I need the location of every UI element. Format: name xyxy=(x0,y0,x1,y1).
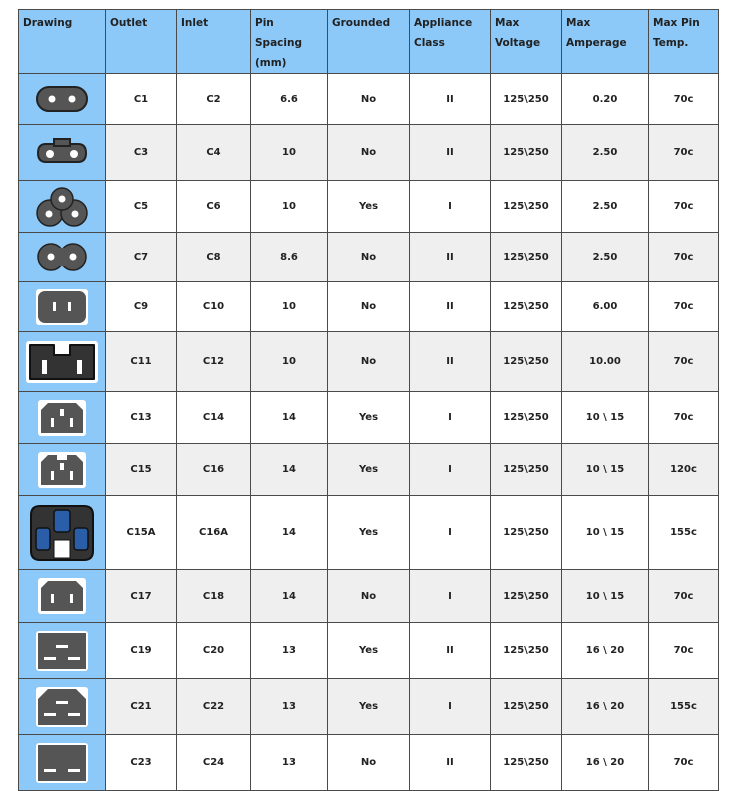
appliance-class-cell: I xyxy=(410,496,491,570)
table-row xyxy=(19,74,719,125)
outlet-cell: C7 xyxy=(106,233,177,282)
inlet-cell: C8 xyxy=(177,233,251,282)
table-row xyxy=(19,125,719,181)
c19-connector-icon xyxy=(19,631,105,671)
max-pin-temp-cell: 70c xyxy=(649,332,719,392)
max-voltage-cell: 125\250 xyxy=(491,282,562,332)
header-max-pin-temp: Max Pin Temp. xyxy=(649,10,719,74)
table-row xyxy=(19,623,719,679)
header-max-amperage: Max Amperage xyxy=(562,10,649,74)
c7-connector-icon xyxy=(19,241,105,273)
max-amperage-cell: 16 \ 20 xyxy=(562,679,649,735)
table-row xyxy=(19,444,719,496)
inlet-cell: C6 xyxy=(177,181,251,233)
inlet-cell: C24 xyxy=(177,735,251,791)
grounded-cell: No xyxy=(328,735,410,791)
appliance-class-cell: I xyxy=(410,444,491,496)
max-pin-temp-cell: 155c xyxy=(649,679,719,735)
table-row xyxy=(19,181,719,233)
table-row xyxy=(19,332,719,392)
inlet-cell: C18 xyxy=(177,570,251,623)
table-row xyxy=(19,392,719,444)
outlet-cell: C15A xyxy=(106,496,177,570)
inlet-cell: C4 xyxy=(177,125,251,181)
pin-spacing-cell: 13 xyxy=(251,735,328,791)
appliance-class-cell: I xyxy=(410,181,491,233)
outlet-cell: C1 xyxy=(106,74,177,125)
max-pin-temp-cell: 70c xyxy=(649,570,719,623)
outlet-cell: C19 xyxy=(106,623,177,679)
grounded-cell: Yes xyxy=(328,392,410,444)
max-voltage-cell: 125\250 xyxy=(491,496,562,570)
max-voltage-cell: 125\250 xyxy=(491,735,562,791)
appliance-class-cell: II xyxy=(410,74,491,125)
max-voltage-cell: 125\250 xyxy=(491,74,562,125)
pin-spacing-cell: 10 xyxy=(251,332,328,392)
c5-connector-icon xyxy=(19,186,105,228)
grounded-cell: Yes xyxy=(328,679,410,735)
appliance-class-cell: II xyxy=(410,735,491,791)
outlet-cell: C9 xyxy=(106,282,177,332)
drawing-cell xyxy=(19,392,106,444)
header-appliance-class: Appliance Class xyxy=(410,10,491,74)
drawing-cell xyxy=(19,444,106,496)
max-pin-temp-cell: 70c xyxy=(649,282,719,332)
header-max-voltage: Max Voltage xyxy=(491,10,562,74)
max-voltage-cell: 125\250 xyxy=(491,125,562,181)
max-amperage-cell: 2.50 xyxy=(562,125,649,181)
max-pin-temp-cell: 70c xyxy=(649,623,719,679)
appliance-class-cell: I xyxy=(410,392,491,444)
max-voltage-cell: 125\250 xyxy=(491,570,562,623)
pin-spacing-cell: 14 xyxy=(251,570,328,623)
header-pin-spacing: Pin Spacing (mm) xyxy=(251,10,328,74)
c23-connector-icon xyxy=(19,743,105,783)
table-row xyxy=(19,282,719,332)
drawing-cell xyxy=(19,570,106,623)
outlet-cell: C3 xyxy=(106,125,177,181)
grounded-cell: No xyxy=(328,125,410,181)
header-row xyxy=(19,10,719,74)
max-amperage-cell: 16 \ 20 xyxy=(562,735,649,791)
max-pin-temp-cell: 70c xyxy=(649,392,719,444)
drawing-cell xyxy=(19,233,106,282)
appliance-class-cell: II xyxy=(410,125,491,181)
drawing-cell xyxy=(19,496,106,570)
outlet-cell: C11 xyxy=(106,332,177,392)
inlet-cell: C16 xyxy=(177,444,251,496)
pin-spacing-cell: 8.6 xyxy=(251,233,328,282)
drawing-cell xyxy=(19,735,106,791)
max-amperage-cell: 10.00 xyxy=(562,332,649,392)
max-amperage-cell: 10 \ 15 xyxy=(562,444,649,496)
max-pin-temp-cell: 70c xyxy=(649,125,719,181)
max-voltage-cell: 125\250 xyxy=(491,181,562,233)
pin-spacing-cell: 6.6 xyxy=(251,74,328,125)
header-drawing: Drawing xyxy=(19,10,106,74)
table-row xyxy=(19,735,719,791)
max-pin-temp-cell: 155c xyxy=(649,496,719,570)
outlet-cell: C13 xyxy=(106,392,177,444)
table-row xyxy=(19,679,719,735)
max-voltage-cell: 125\250 xyxy=(491,623,562,679)
pin-spacing-cell: 14 xyxy=(251,444,328,496)
grounded-cell: No xyxy=(328,570,410,623)
max-amperage-cell: 10 \ 15 xyxy=(562,570,649,623)
inlet-cell: C16A xyxy=(177,496,251,570)
drawing-cell xyxy=(19,282,106,332)
c13-connector-icon xyxy=(19,400,105,436)
inlet-cell: C2 xyxy=(177,74,251,125)
inlet-cell: C22 xyxy=(177,679,251,735)
c11-connector-icon xyxy=(19,341,105,383)
max-pin-temp-cell: 70c xyxy=(649,233,719,282)
grounded-cell: Yes xyxy=(328,444,410,496)
c9-connector-icon xyxy=(19,289,105,325)
max-pin-temp-cell: 70c xyxy=(649,735,719,791)
drawing-cell xyxy=(19,181,106,233)
grounded-cell: Yes xyxy=(328,181,410,233)
max-pin-temp-cell: 70c xyxy=(649,181,719,233)
outlet-cell: C5 xyxy=(106,181,177,233)
c3-connector-icon xyxy=(19,136,105,170)
max-amperage-cell: 10 \ 15 xyxy=(562,392,649,444)
header-inlet: Inlet xyxy=(177,10,251,74)
table-row xyxy=(19,496,719,570)
max-voltage-cell: 125\250 xyxy=(491,679,562,735)
header-outlet: Outlet xyxy=(106,10,177,74)
inlet-cell: C14 xyxy=(177,392,251,444)
pin-spacing-cell: 10 xyxy=(251,125,328,181)
outlet-cell: C15 xyxy=(106,444,177,496)
drawing-cell xyxy=(19,74,106,125)
max-voltage-cell: 125\250 xyxy=(491,332,562,392)
max-amperage-cell: 6.00 xyxy=(562,282,649,332)
c17-connector-icon xyxy=(19,578,105,614)
c15a-connector-icon xyxy=(19,500,105,566)
grounded-cell: No xyxy=(328,332,410,392)
max-voltage-cell: 125\250 xyxy=(491,444,562,496)
inlet-cell: C20 xyxy=(177,623,251,679)
grounded-cell: No xyxy=(328,74,410,125)
grounded-cell: No xyxy=(328,282,410,332)
appliance-class-cell: II xyxy=(410,332,491,392)
pin-spacing-cell: 10 xyxy=(251,181,328,233)
pin-spacing-cell: 10 xyxy=(251,282,328,332)
connector-table xyxy=(18,9,719,791)
outlet-cell: C17 xyxy=(106,570,177,623)
table-row xyxy=(19,233,719,282)
inlet-cell: C10 xyxy=(177,282,251,332)
max-amperage-cell: 2.50 xyxy=(562,233,649,282)
table-row xyxy=(19,570,719,623)
max-pin-temp-cell: 120c xyxy=(649,444,719,496)
appliance-class-cell: II xyxy=(410,233,491,282)
max-amperage-cell: 0.20 xyxy=(562,74,649,125)
pin-spacing-cell: 13 xyxy=(251,679,328,735)
appliance-class-cell: II xyxy=(410,623,491,679)
appliance-class-cell: I xyxy=(410,679,491,735)
pin-spacing-cell: 14 xyxy=(251,392,328,444)
max-voltage-cell: 125\250 xyxy=(491,392,562,444)
pin-spacing-cell: 13 xyxy=(251,623,328,679)
c21-connector-icon xyxy=(19,687,105,727)
c1-connector-icon xyxy=(19,84,105,114)
c15-connector-icon xyxy=(19,452,105,488)
appliance-class-cell: II xyxy=(410,282,491,332)
grounded-cell: No xyxy=(328,233,410,282)
outlet-cell: C21 xyxy=(106,679,177,735)
max-voltage-cell: 125\250 xyxy=(491,233,562,282)
outlet-cell: C23 xyxy=(106,735,177,791)
grounded-cell: Yes xyxy=(328,496,410,570)
grounded-cell: Yes xyxy=(328,623,410,679)
max-pin-temp-cell: 70c xyxy=(649,74,719,125)
drawing-cell xyxy=(19,332,106,392)
max-amperage-cell: 10 \ 15 xyxy=(562,496,649,570)
header-grounded: Grounded xyxy=(328,10,410,74)
drawing-cell xyxy=(19,679,106,735)
pin-spacing-cell: 14 xyxy=(251,496,328,570)
max-amperage-cell: 16 \ 20 xyxy=(562,623,649,679)
drawing-cell xyxy=(19,125,106,181)
drawing-cell xyxy=(19,623,106,679)
max-amperage-cell: 2.50 xyxy=(562,181,649,233)
appliance-class-cell: I xyxy=(410,570,491,623)
inlet-cell: C12 xyxy=(177,332,251,392)
